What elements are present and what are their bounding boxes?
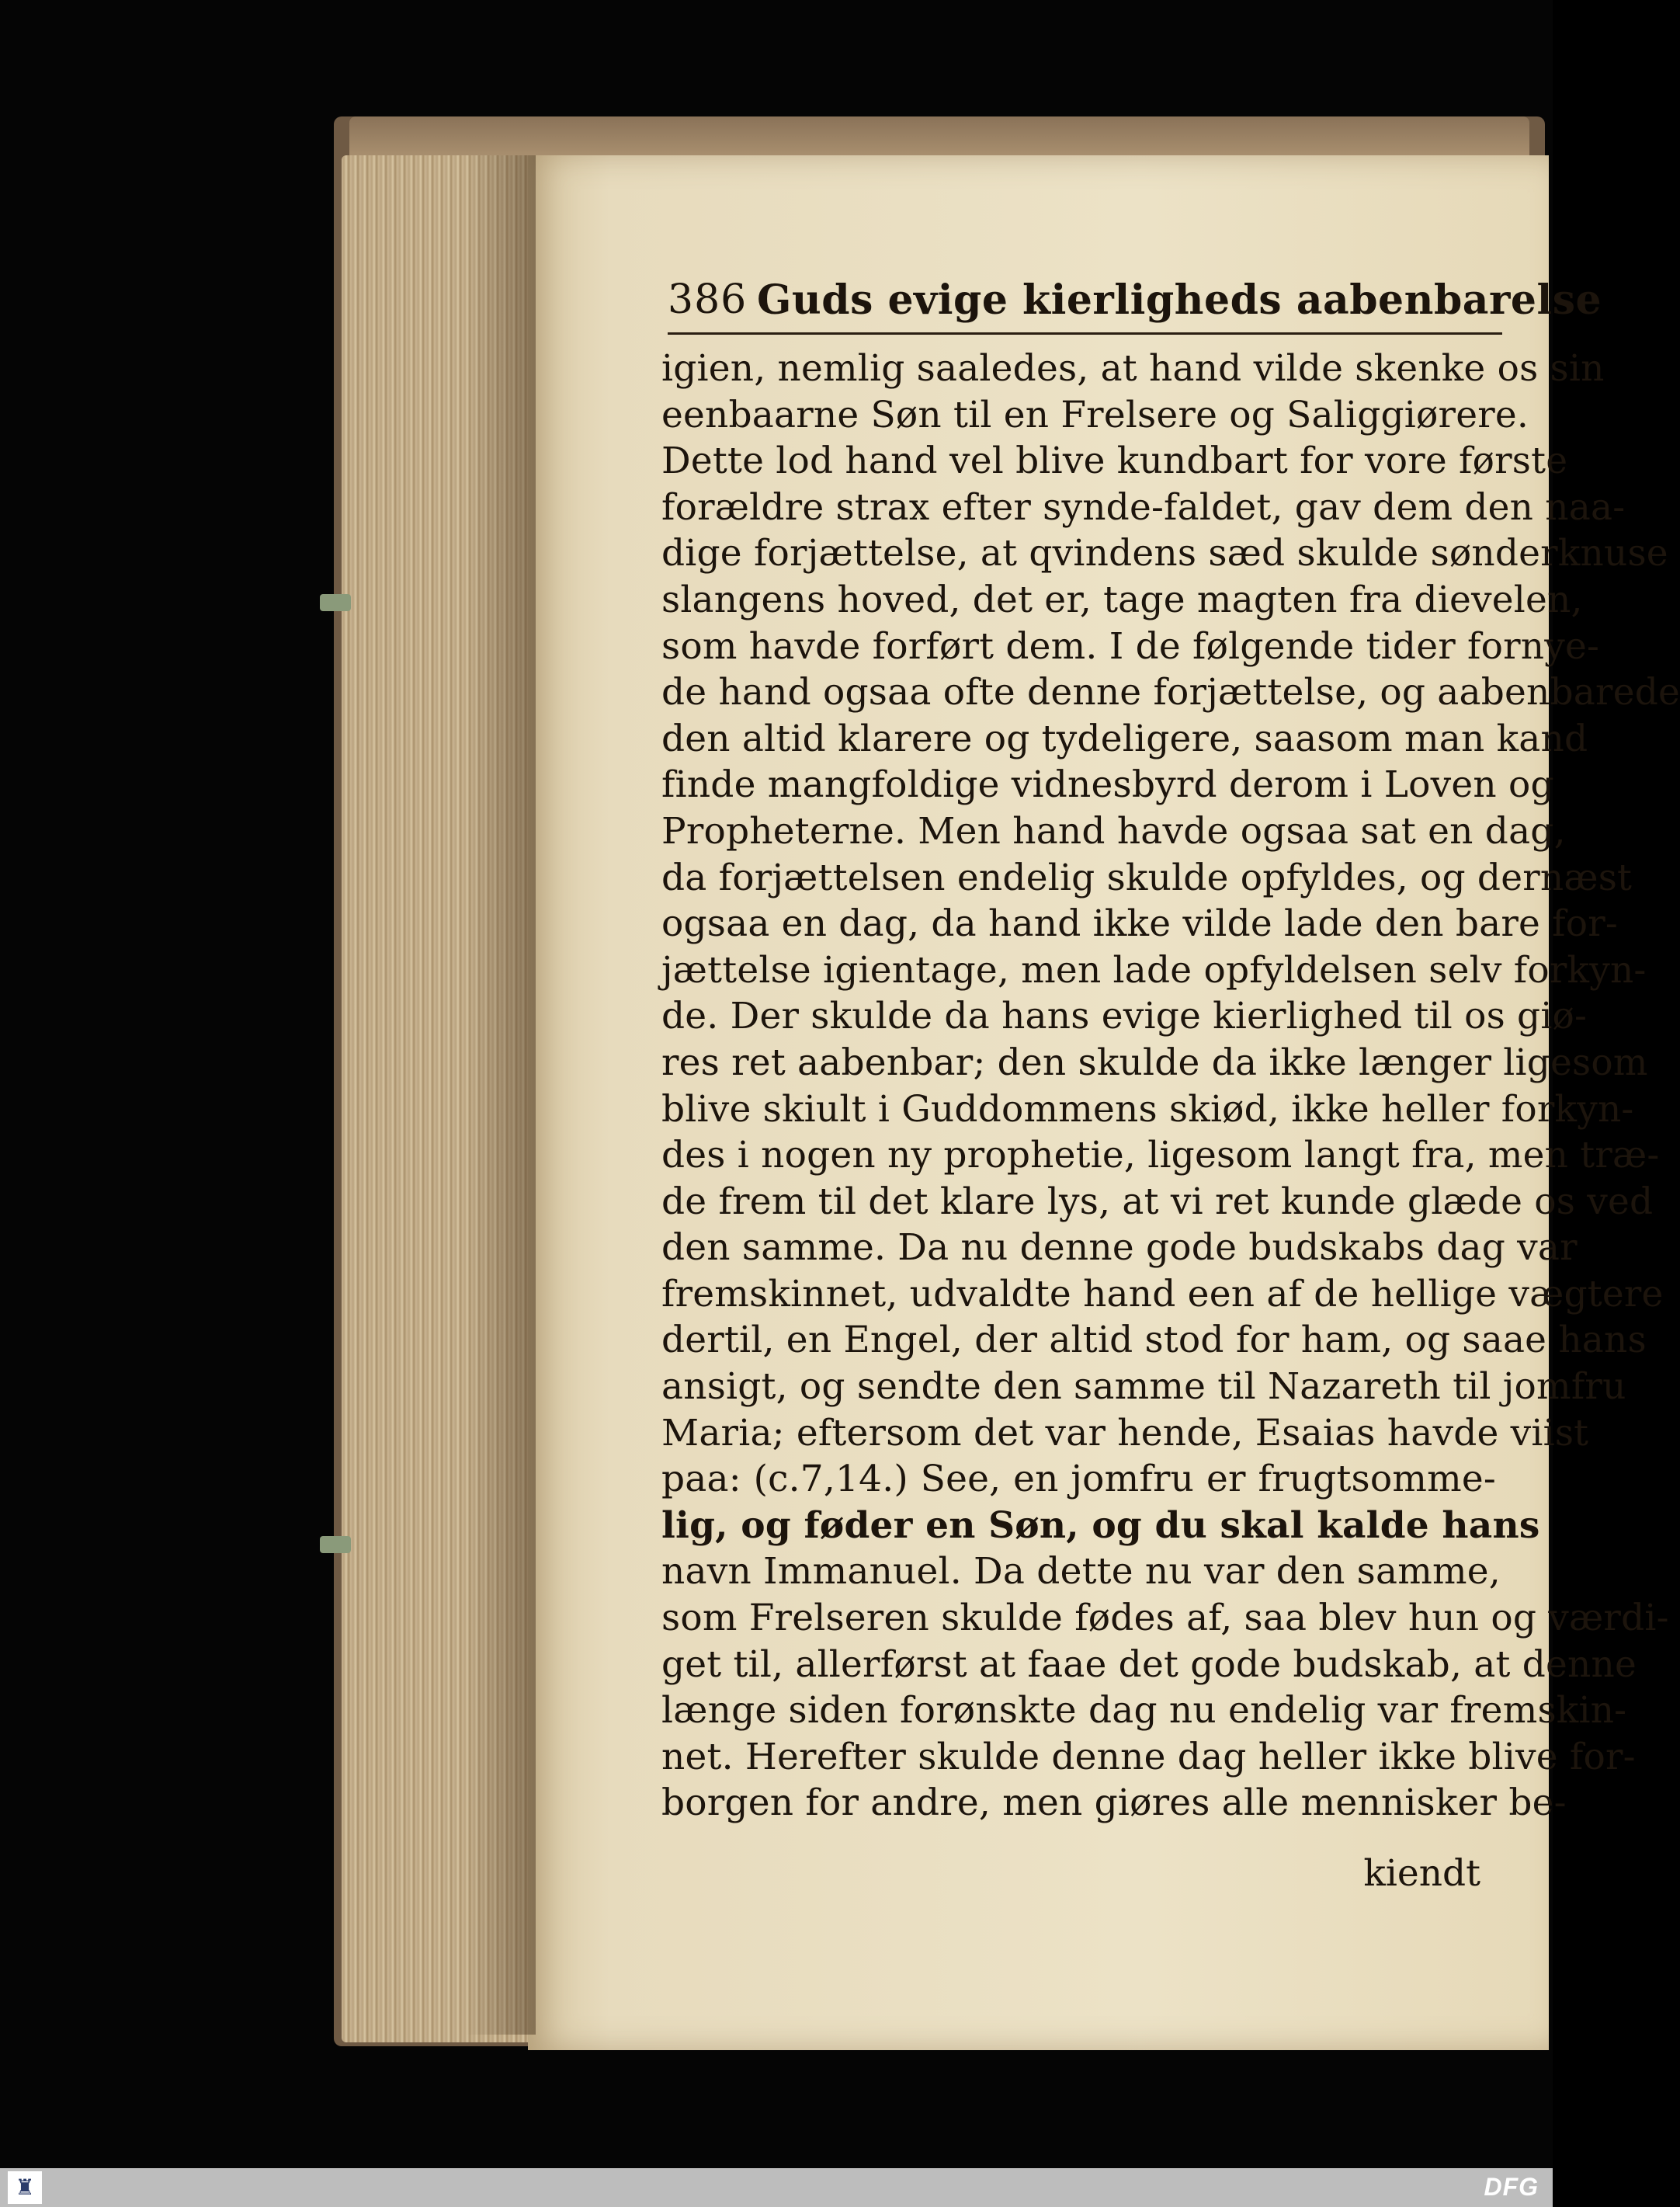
gutter-shadow — [466, 155, 536, 2035]
text-line: eenbaarne Søn til en Frelsere og Saliggiørere. — [661, 393, 1529, 436]
text-line: dige forjættelse, at qvindens sæd skulde sønderknuse — [661, 532, 1668, 575]
library-logo-icon: ♜ — [8, 2171, 42, 2204]
text-line: fremskinnet, udvaldte hand een af de hellige vægtere — [661, 1272, 1664, 1316]
page-header — [668, 270, 1602, 332]
text-line: ansigt, og sendte den samme til Nazareth til jomfru — [661, 1365, 1626, 1409]
text-line: lig, og føder en Søn, og du skal kalde hans — [661, 1503, 1540, 1547]
text-line: dertil, en Engel, der altid stod for ham, og saae hans — [661, 1319, 1647, 1362]
text-line: navn Immanuel. Da dette nu var den samme, — [661, 1550, 1501, 1594]
text-line: Maria; eftersom det var hende, Esaias havde viist — [661, 1411, 1589, 1455]
text-line: des i nogen ny prophetie, ligesom langt fra, men træ- — [661, 1134, 1660, 1177]
text-line: ogsaa en dag, da hand ikke vilde lade den bare for- — [661, 902, 1618, 946]
text-line: igien, nemlig saaledes, at hand vilde skenke os sin — [661, 347, 1605, 390]
running-title: Guds evige kierligheds aabenbarelse — [757, 276, 1602, 324]
text-line: den altid klarere og tydeligere, saasom man kand — [661, 717, 1588, 760]
text-line: paa: (c.7,14.) See, en jomfru er frugtsomme- — [661, 1458, 1496, 1501]
text-line: slangens hoved, det er, tage magten fra dievelen, — [661, 578, 1583, 621]
text-line: finde mangfoldige vidnesbyrd derom i Loven og — [661, 763, 1554, 807]
text-line: de frem til det klare lys, at vi ret kunde glæde os ved — [661, 1180, 1654, 1223]
text-line: som havde forført dem. I de følgende tider fornye- — [661, 624, 1600, 668]
text-line: længe siden forønskte dag nu endelig var fremskin- — [661, 1689, 1627, 1733]
page-number: 386 — [668, 276, 748, 323]
text-line: som Frelseren skulde fødes af, saa blev hun og værdi- — [661, 1597, 1669, 1640]
text-line: forældre strax efter synde-faldet, gav dem den naa- — [661, 485, 1626, 529]
text-line: borgen for andre, men giøres alle mennisker be- — [661, 1781, 1567, 1825]
text-line: den samme. Da nu denne gode budskabs dag var — [661, 1226, 1578, 1270]
text-line: net. Herefter skulde denne dag heller ikke blive for- — [661, 1735, 1636, 1778]
ribbon-tab — [320, 1536, 351, 1553]
catchword: kiendt — [1363, 1852, 1480, 1895]
text-line: da forjættelsen endelig skulde opfyldes, og dernæst — [661, 856, 1633, 899]
viewer-footer — [0, 2168, 1553, 2207]
ribbon-tab — [320, 594, 351, 611]
header-rule — [668, 332, 1502, 335]
dfg-logo: DFG — [1484, 2173, 1539, 2201]
text-line: jættelse igientage, men lade opfyldelsen selv forkyn- — [661, 948, 1647, 992]
body-text — [661, 346, 1680, 1826]
text-line: Dette lod hand vel blive kundbart for vore første — [661, 440, 1568, 483]
text-line: get til, allerførst at faae det gode budskab, at denne — [661, 1642, 1637, 1686]
text-line: de hand ogsaa ofte denne forjættelse, og aabenbarede — [661, 671, 1680, 714]
text-line: res ret aabenbar; den skulde da ikke længer ligesom — [661, 1041, 1648, 1084]
text-line: de. Der skulde da hans evige kierlighed til os giø- — [661, 995, 1588, 1038]
text-line: blive skiult i Guddommens skiød, ikke heller forkyn- — [661, 1087, 1634, 1131]
text-line: Propheterne. Men hand havde ogsaa sat en dag, — [661, 809, 1566, 853]
